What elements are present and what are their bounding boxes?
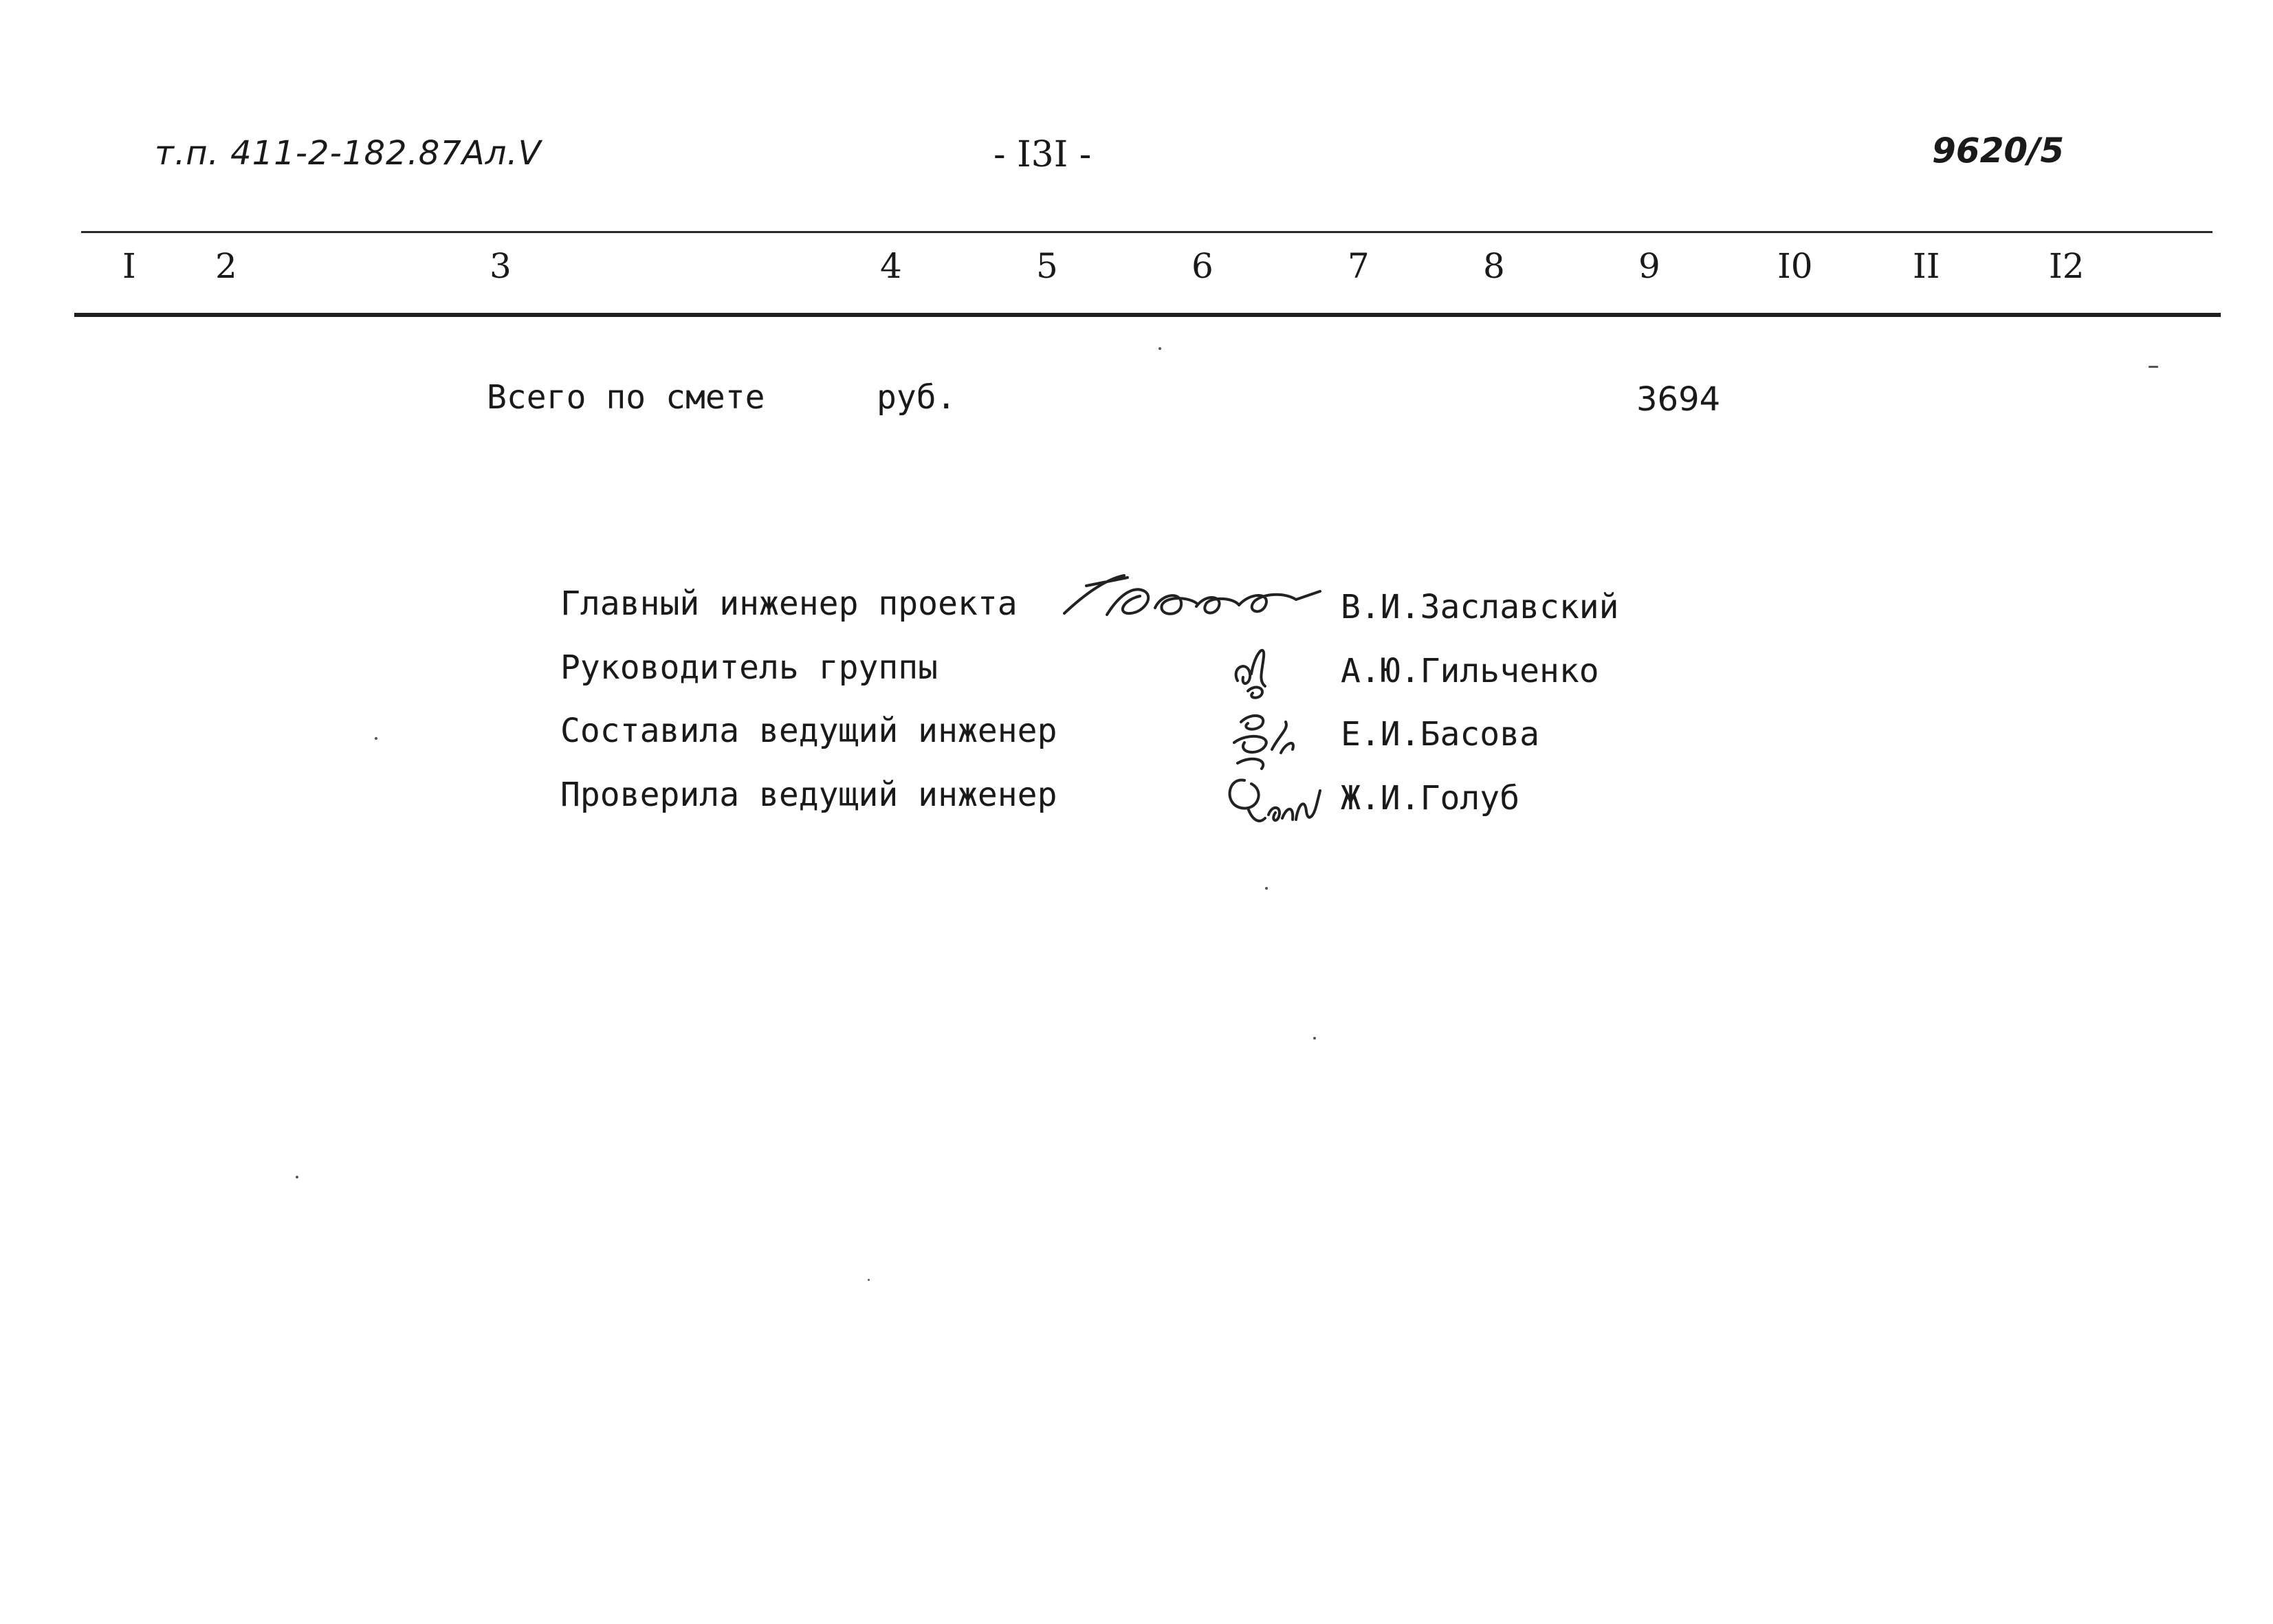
handwritten-signature — [1217, 763, 1327, 839]
total-value: 3694 — [1636, 380, 1721, 419]
scan-speck — [1265, 887, 1268, 890]
column-number: 3 — [490, 246, 512, 286]
column-number: 2 — [215, 246, 237, 286]
signatory-name: А.Ю.Гильченко — [1341, 652, 1599, 690]
signature-role: Главный инженер проекта — [560, 584, 1018, 623]
signatory-name: В.И.Заславский — [1341, 588, 1619, 626]
column-number: I2 — [2049, 246, 2085, 286]
signature-role: Составила ведущий инженер — [560, 712, 1057, 750]
scan-speck — [1159, 347, 1161, 350]
column-number: II — [1913, 246, 1940, 286]
total-label: Всего по смете — [487, 378, 765, 417]
scan-speck — [1313, 1037, 1316, 1040]
scan-speck — [868, 1279, 870, 1281]
scan-speck — [296, 1176, 298, 1178]
column-number: 6 — [1192, 246, 1214, 286]
handwritten-signature — [1059, 565, 1334, 634]
scan-speck — [2149, 366, 2158, 368]
column-number: 4 — [880, 246, 902, 286]
signatory-name: Ж.И.Голуб — [1341, 779, 1520, 818]
column-number: 9 — [1638, 246, 1660, 286]
column-number: 7 — [1348, 246, 1370, 286]
column-number: 5 — [1036, 246, 1058, 286]
total-unit: руб. — [877, 378, 956, 417]
signature-role: Руководитель группы — [560, 648, 938, 687]
page-number: - I3I - — [993, 134, 1092, 175]
column-number: I0 — [1777, 246, 1813, 286]
document-code: т.п. 411-2-182.87Ал.V — [155, 134, 542, 173]
archive-number: 9620/5 — [1932, 131, 2065, 171]
scan-speck — [375, 737, 377, 740]
column-number: I — [122, 246, 136, 286]
table-bottom-rule — [74, 313, 2221, 317]
column-number: 8 — [1483, 246, 1505, 286]
handwritten-signature — [1224, 639, 1293, 708]
signature-role: Проверила ведущий инженер — [560, 776, 1057, 814]
signatory-name: Е.И.Басова — [1341, 715, 1539, 754]
table-top-rule — [81, 231, 2212, 233]
